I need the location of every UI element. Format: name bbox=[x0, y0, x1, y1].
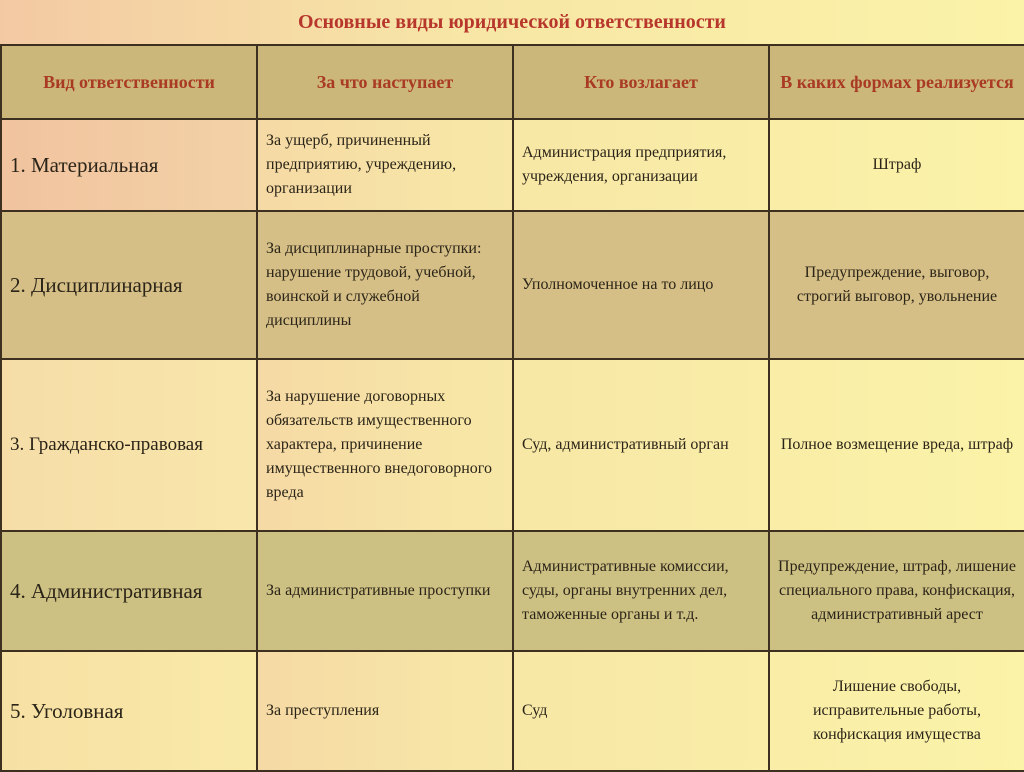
header-for-what: За что наступает bbox=[257, 45, 513, 119]
table-row bbox=[1, 119, 1024, 211]
cell-who: Уполномоченное на то лицо bbox=[513, 211, 769, 359]
cell-type: 5. Уголовная bbox=[1, 651, 257, 771]
table-header-row bbox=[1, 45, 1024, 119]
cell-who: Суд bbox=[513, 651, 769, 771]
cell-who: Административные комиссии, суды, органы внутренних дел, таможенные органы и т.д. bbox=[513, 531, 769, 651]
cell-forms: Штраф bbox=[769, 119, 1024, 211]
table-row bbox=[1, 651, 1024, 771]
header-who: Кто возлагает bbox=[513, 45, 769, 119]
table-row bbox=[1, 211, 1024, 359]
cell-type: 3. Гражданско-правовая bbox=[1, 359, 257, 531]
page-title: Основные виды юридической ответственности bbox=[298, 11, 726, 33]
cell-forms: Предупреждение, штраф, лишение специального права, конфискация, административный арест bbox=[769, 531, 1024, 651]
header-type: Вид ответственности bbox=[1, 45, 257, 119]
cell-type: 4. Административная bbox=[1, 531, 257, 651]
table-row bbox=[1, 359, 1024, 531]
cell-who: Суд, административный орган bbox=[513, 359, 769, 531]
cell-for-what: За нарушение договорных обязательств имущественного характера, причинение имущественного внедоговорного вреда bbox=[257, 359, 513, 531]
table-row bbox=[1, 531, 1024, 651]
cell-who: Администрация предприятия, учреждения, организации bbox=[513, 119, 769, 211]
cell-type: 2. Дисциплинарная bbox=[1, 211, 257, 359]
cell-forms: Предупреждение, выговор, строгий выговор, увольнение bbox=[769, 211, 1024, 359]
cell-for-what: За дисциплинарные проступки: нарушение трудовой, учебной, воинской и служебной дисциплины bbox=[257, 211, 513, 359]
cell-forms: Лишение свободы, исправительные работы, конфискация имущества bbox=[769, 651, 1024, 771]
header-forms: В каких формах реализуется bbox=[769, 45, 1024, 119]
cell-type: 1. Материальная bbox=[1, 119, 257, 211]
cell-for-what: За административные проступки bbox=[257, 531, 513, 651]
liability-table bbox=[0, 44, 1024, 772]
cell-for-what: За преступления bbox=[257, 651, 513, 771]
cell-forms: Полное возмещение вреда, штраф bbox=[769, 359, 1024, 531]
cell-for-what: За ущерб, причиненный предприятию, учреждению, организации bbox=[257, 119, 513, 211]
